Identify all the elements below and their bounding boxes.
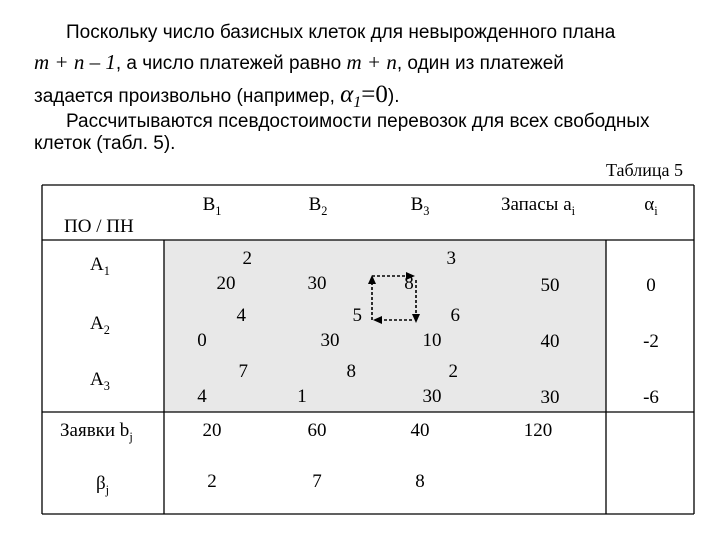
cell-a3-b2-cost: 8 (346, 361, 356, 382)
cell-a3-supply: 30 (540, 387, 560, 408)
alpha-index: 1 (353, 93, 362, 111)
para1-line3-start: задается произвольно (например, (34, 86, 341, 107)
cell-a3-b2-amount: 1 (297, 386, 307, 407)
beta-b1: 2 (207, 471, 217, 492)
formula-m-plus-n: m + n (346, 50, 397, 74)
cell-a3-alpha: -6 (643, 387, 659, 408)
col-header-supply: Запасы $a_i$ (500, 194, 576, 218)
para2-line2: клеток (табл. 5). (34, 133, 176, 154)
cell-a3-b1-cost: 7 (238, 361, 248, 382)
cell-a1-alpha: 0 (646, 275, 656, 296)
cell-a2-b1-cost: 4 (236, 305, 246, 326)
para1-line3-end: ). (387, 86, 400, 107)
corner-label: ПО / ПН (64, 216, 134, 237)
col-header-b2: $B_2$ (308, 194, 328, 218)
alpha-symbol: α (340, 81, 354, 108)
alpha-value: =0 (361, 81, 388, 108)
demand-b3: 40 (410, 420, 430, 441)
para1-line2-mid: , а число платежей равно (115, 53, 347, 74)
demand-total: 120 (523, 420, 553, 441)
row-header-beta: $\beta_j$ (96, 473, 110, 497)
cell-a2-b2-cost: 5 (352, 305, 362, 326)
col-header-alpha: $\alpha_i$ (644, 194, 658, 218)
cell-a2-supply: 40 (540, 331, 560, 352)
row-header-a2: $A_2$ (90, 313, 110, 337)
demand-b1: 20 (202, 420, 222, 441)
row-header-a1: $A_1$ (90, 254, 110, 278)
formula-m-plus-n-minus-1: m + n – 1 (34, 50, 116, 74)
cell-a3-b1-amount: 4 (197, 386, 207, 407)
cell-a2-b2-amount: 30 (320, 330, 340, 351)
cell-a1-b3-amount: 8 (404, 273, 414, 294)
cell-a2-b3-cost: 6 (450, 305, 460, 326)
cell-a1-b2-amount: 30 (307, 273, 327, 294)
table-caption: Таблица 5 (606, 160, 683, 180)
cell-a2-alpha: -2 (643, 331, 659, 352)
cell-a3-b3-cost: 2 (448, 361, 458, 382)
cell-a1-b1-amount: 20 (216, 273, 236, 294)
cell-a2-b3-amount: 10 (422, 330, 442, 351)
col-header-b1: $B_1$ (202, 194, 222, 218)
row-header-a3: $A_3$ (90, 369, 110, 393)
col-header-b3: $B_3$ (410, 194, 430, 218)
para1-line2-end: , один из платежей (396, 53, 564, 74)
cell-a2-b1-amount: 0 (197, 330, 207, 351)
cell-a1-b1-cost: 2 (242, 248, 252, 269)
beta-b3: 8 (415, 471, 425, 492)
row-header-demand: Заявки $b_j$ (60, 420, 133, 444)
cell-a3-b3-amount: 30 (422, 386, 442, 407)
beta-b2: 7 (312, 471, 322, 492)
cell-a1-b3-cost: 3 (446, 248, 456, 269)
cell-a1-supply: 50 (540, 275, 560, 296)
demand-b2: 60 (307, 420, 327, 441)
para1-line1: Поскольку число базисных клеток для невырожденного плана (66, 22, 616, 43)
para2-line1: Рассчитываются псевдостоимости перевозок для всех свободных (66, 111, 650, 132)
